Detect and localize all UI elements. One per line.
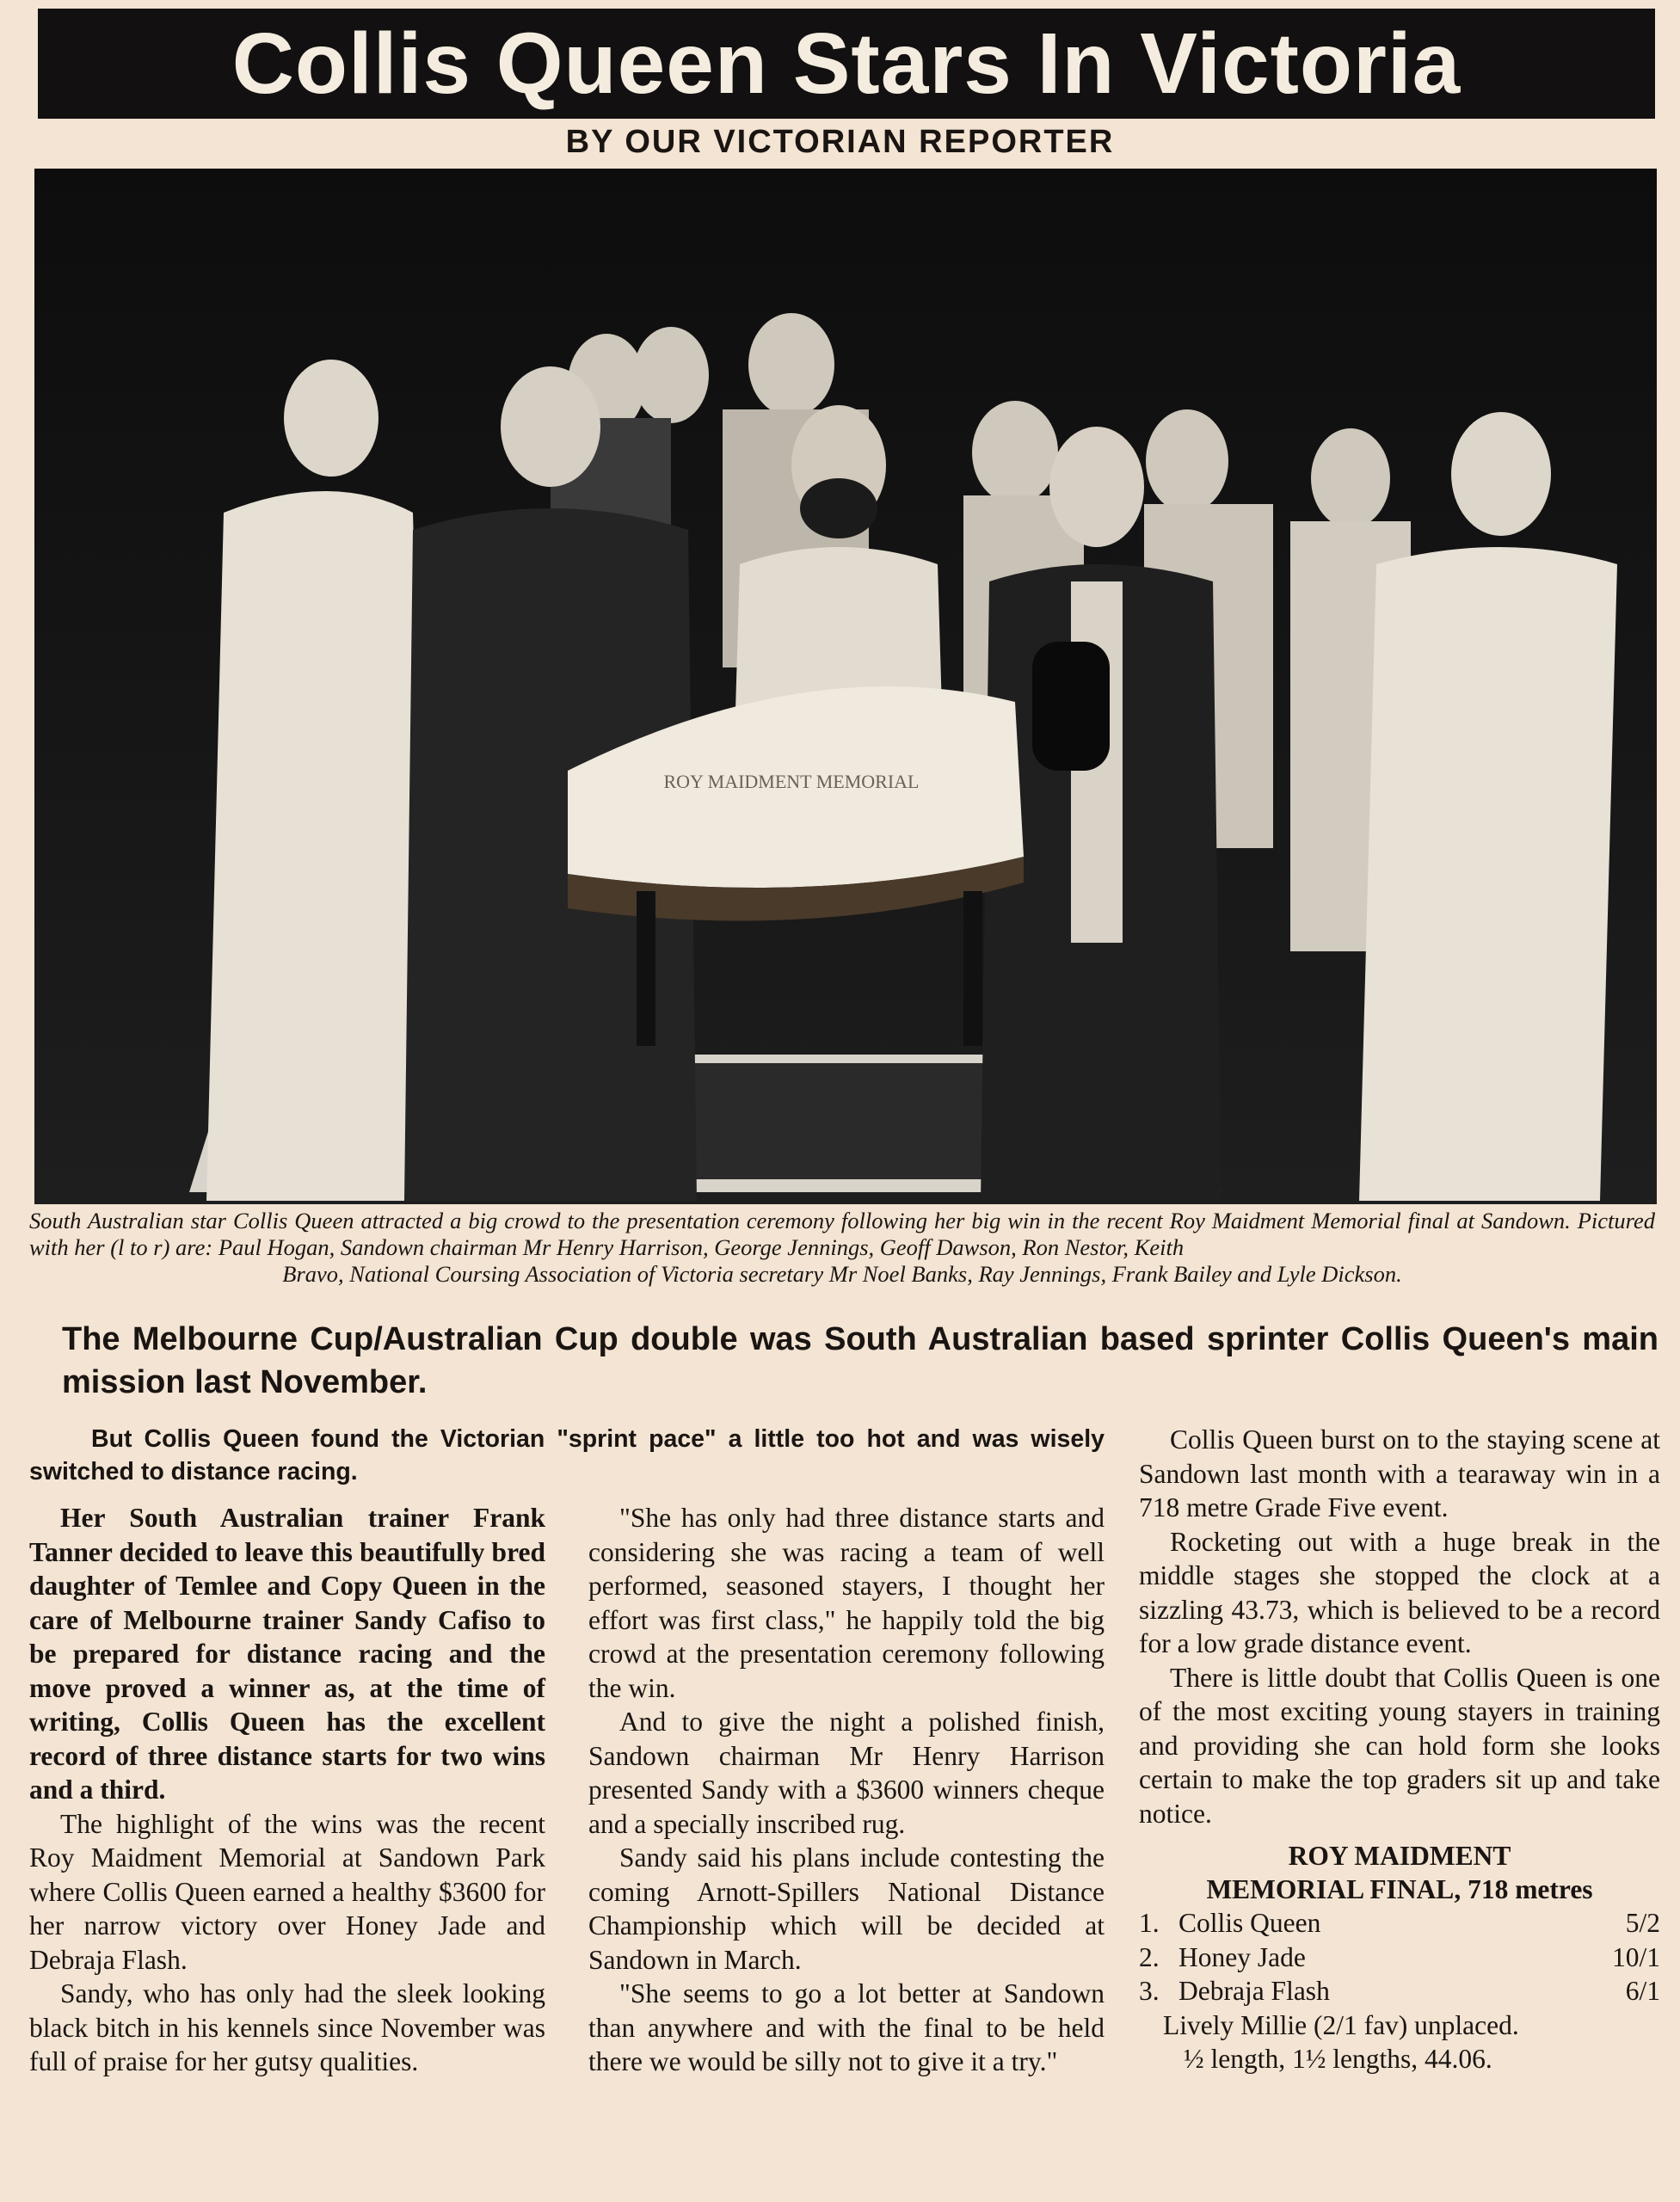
photo-illustration <box>34 169 1657 1204</box>
paragraph: "She seems to go a lot better at Sandown than anywhere and with the final to be held there we would be silly not to give it a try." <box>588 1978 1105 2076</box>
paragraph: The highlight of the wins was the recent Roy Maidment Memorial at Sandown Park where Collis Queen earned a healthy $3600 for her narrow victory over Honey Jade and Debraja Flash. <box>29 1808 545 1975</box>
headline: Collis Queen Stars In Victoria <box>231 15 1462 112</box>
results-note-unplaced: Lively Millie (2/1 fav) unplaced. <box>1163 2009 1519 2040</box>
paragraph: And to give the night a polished finish, Sandown chairman Mr Henry Harrison presented Sandy with a $3600 winners cheque and a specially inscribed rug. <box>588 1707 1105 1839</box>
article-column-1 <box>29 1501 545 2079</box>
results-note-margins: ½ length, 1½ lengths, 44.06. <box>1184 2044 1492 2074</box>
paragraph: Rocketing out with a huge break in the middle stages she stopped the clock at a sizzling 43.73, which is believed to be a record for a low grade distance event. <box>1139 1526 1660 1658</box>
paragraph: Collis Queen burst on to the staying scene at Sandown last month with a tearaway win in a 718 metre Grade Five event. <box>1139 1424 1660 1522</box>
lead-paragraph: The Melbourne Cup/Australian Cup double was South Australian based sprinter Collis Queen's main mission last November. <box>62 1321 1658 1400</box>
caption-main: South Australian star Collis Queen attracted a big crowd to the presentation ceremony following her big win in the recent Roy Maidment Memorial final at Sandown. Pictured with her (l to r) are: Paul Hogan, Sandown chairman Mr Henry Harrison, George Jennings, Geoff Dawson, Ron Nestor, Keith <box>29 1208 1655 1260</box>
presentation-photo <box>34 169 1657 1204</box>
result-row <box>1139 1941 1660 1975</box>
results-title <box>1139 1839 1660 1906</box>
result-rank: 2. <box>1139 1941 1160 1972</box>
paragraph: There is little doubt that Collis Queen is one of the most exciting young stayers in training and providing she can hold form she looks certain to make the top graders sit up and take notice. <box>1139 1662 1660 1829</box>
paragraph: Her South Australian trainer Frank Tanner decided to leave this beautifully bred daughter of Temlee and Copy Queen in the care of Melbourne trainer Sandy Cafiso to be prepared for distance racing and the move proved a winner as, at the time of writing, Collis Queen has the excellent record of three distance starts for two wins and a third. <box>29 1503 545 1805</box>
article-column-3 <box>1139 1423 1660 2076</box>
result-row <box>1139 1906 1660 1941</box>
result-rank: 3. <box>1139 1976 1160 2006</box>
rug-text: ROY MAIDMENT MEMORIAL <box>663 771 920 792</box>
result-name: Collis Queen <box>1178 1908 1321 1938</box>
result-odds: 10/1 <box>1611 1941 1660 1972</box>
results-title-line-1: ROY MAIDMENT <box>1288 1841 1511 1871</box>
result-name: Honey Jade <box>1178 1941 1306 1972</box>
results-title-line-2: MEMORIAL FINAL, 718 metres <box>1206 1874 1593 1904</box>
byline: BY OUR VICTORIAN REPORTER <box>565 124 1115 160</box>
paragraph: Sandy, who has only had the sleek looking black bitch in his kennels since November was full of praise for her gutsy qualities. <box>29 1978 545 2076</box>
result-row <box>1139 1974 1660 2008</box>
paragraph: Sandy said his plans include contesting the coming Arnott-Spillers National Distance Championship which will be decided at Sandown in March. <box>588 1842 1105 1975</box>
result-name: Debraja Flash <box>1178 1976 1330 2006</box>
photo-caption <box>29 1208 1655 1288</box>
result-odds: 5/2 <box>1625 1908 1660 1938</box>
paragraph: "She has only had three distance starts and considering she was racing a team of well performed, seasoned stayers, I thought her effort was first class," he happily told the big crowd at the presentation ceremony following the win. <box>588 1503 1105 1703</box>
article-column-2 <box>588 1501 1105 2079</box>
result-rank: 1. <box>1139 1908 1160 1938</box>
headline-banner <box>38 9 1655 119</box>
caption-last: Bravo, National Coursing Association of Victoria secretary Mr Noel Banks, Ray Jennings, Frank Bailey and Lyle Dickson. <box>282 1261 1402 1287</box>
sublead-paragraph: But Collis Queen found the Victorian "sprint pace" a little too hot and was wisely switched to distance racing. <box>29 1425 1105 1485</box>
result-odds: 6/1 <box>1625 1976 1660 2006</box>
